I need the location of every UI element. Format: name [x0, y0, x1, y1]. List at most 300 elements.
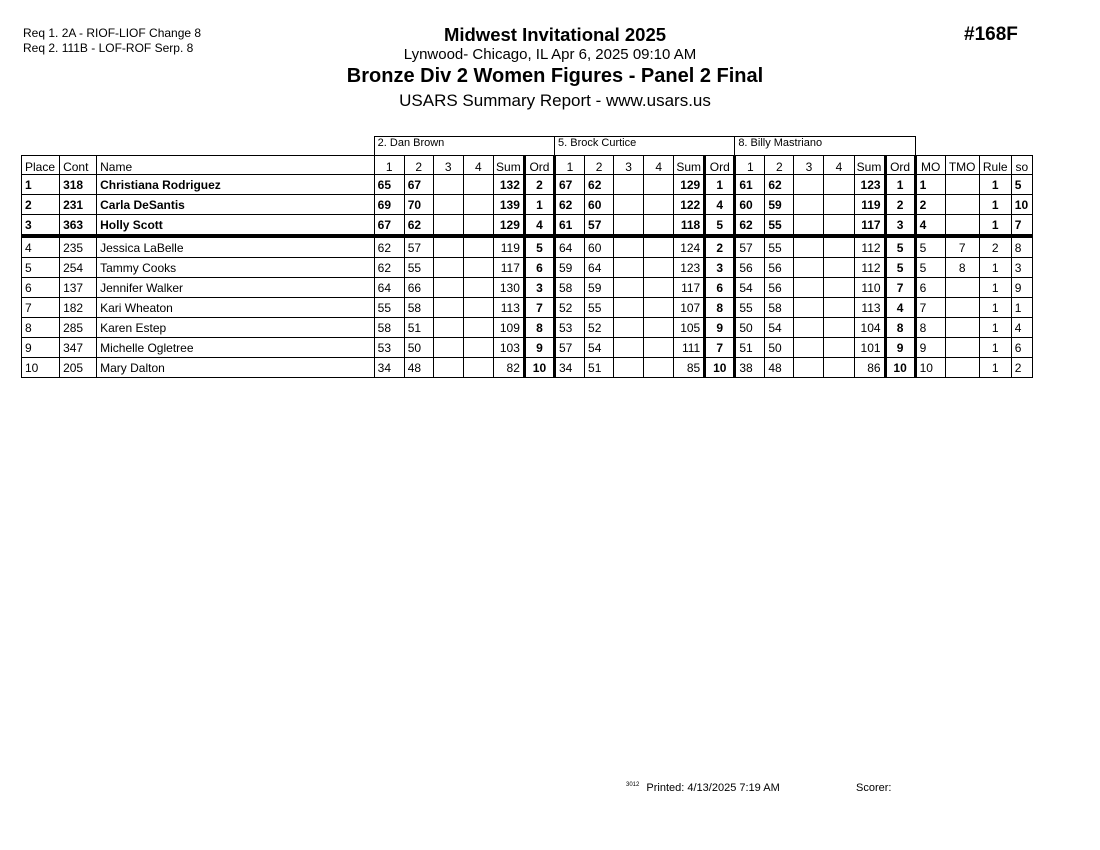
judge2-ordinal: 10 [705, 358, 735, 378]
judge1-score: 62 [404, 215, 433, 237]
contestant-number: 235 [60, 236, 97, 258]
judge3-sum: 110 [854, 278, 885, 298]
judge3-score [824, 236, 854, 258]
judge2-sum: 105 [674, 318, 705, 338]
judge1-score: 51 [404, 318, 433, 338]
judge2-score [644, 215, 674, 237]
judge3-sum: 123 [854, 175, 885, 195]
judge3-score [824, 338, 854, 358]
mo-cell: 9 [915, 338, 945, 358]
print-code: 3012 [626, 782, 640, 788]
judge2-ordinal: 9 [705, 318, 735, 338]
judge2-score: 61 [555, 215, 585, 237]
judge1-sum: 139 [493, 195, 524, 215]
judge2-score: 57 [555, 338, 585, 358]
place-cell: 1 [22, 175, 60, 195]
mo-cell: 1 [915, 175, 945, 195]
tmo-cell [945, 215, 979, 237]
col-judge1-header: 3 [433, 156, 463, 175]
contestant-number: 363 [60, 215, 97, 237]
result-row [22, 298, 1033, 318]
tmo-cell: 7 [945, 236, 979, 258]
so-cell: 10 [1011, 195, 1032, 215]
rule-cell: 2 [979, 236, 1011, 258]
judge3-score: 61 [735, 175, 765, 195]
col-place-header: Place [22, 156, 60, 175]
judge3-score: 51 [735, 338, 765, 358]
judge1-score: 67 [374, 215, 404, 237]
so-cell: 8 [1011, 236, 1032, 258]
result-row [22, 278, 1033, 298]
contestant-number: 205 [60, 358, 97, 378]
so-cell: 2 [1011, 358, 1032, 378]
judge1-score [433, 195, 463, 215]
judge3-score: 59 [765, 195, 794, 215]
judge2-ordinal: 5 [705, 215, 735, 237]
result-row [22, 236, 1033, 258]
skater-name: Christiana Rodriguez [97, 175, 375, 195]
judge3-score: 56 [765, 278, 794, 298]
judge1-score [463, 338, 493, 358]
judge3-score: 62 [735, 215, 765, 237]
judge3-ordinal: 9 [885, 338, 915, 358]
skater-name: Mary Dalton [97, 358, 375, 378]
competition-title: Midwest Invitational 2025 [443, 24, 667, 45]
rule-cell: 1 [979, 258, 1011, 278]
place-cell: 5 [22, 258, 60, 278]
judge1-ordinal: 5 [524, 236, 554, 258]
judge1-ordinal: 8 [524, 318, 554, 338]
judge3-score [794, 338, 824, 358]
result-row [22, 215, 1033, 237]
col-judge1-header: Sum [493, 156, 524, 175]
rule-cell: 1 [979, 358, 1011, 378]
judge1-sum: 103 [493, 338, 524, 358]
tmo-cell: 8 [945, 258, 979, 278]
report-subtitle: USARS Summary Report - www.usars.us [399, 91, 711, 110]
judge1-score [433, 236, 463, 258]
judge3-score [794, 298, 824, 318]
judge2-sum: 117 [674, 278, 705, 298]
judge3-score [794, 278, 824, 298]
judge2-score: 52 [555, 298, 585, 318]
judge2-ordinal: 4 [705, 195, 735, 215]
col-judge3-header: 3 [794, 156, 824, 175]
result-row [22, 175, 1033, 195]
result-row [22, 258, 1033, 278]
judge3-sum: 113 [854, 298, 885, 318]
judge3-score [794, 175, 824, 195]
mo-cell: 7 [915, 298, 945, 318]
judge2-score [614, 195, 644, 215]
judge3-sum: 112 [854, 258, 885, 278]
judge2-score [614, 175, 644, 195]
column-header-row [22, 156, 1033, 175]
judge1-score [433, 338, 463, 358]
tmo-cell [945, 298, 979, 318]
judge2-score [644, 175, 674, 195]
judge1-score [433, 215, 463, 237]
judge2-score: 58 [555, 278, 585, 298]
judge1-sum: 117 [493, 258, 524, 278]
judge2-score [644, 318, 674, 338]
scorer-label: Scorer: [856, 782, 892, 794]
judge2-score: 52 [585, 318, 614, 338]
judge1-score: 70 [404, 195, 433, 215]
judge3-score [794, 258, 824, 278]
judge3-ordinal: 5 [885, 258, 915, 278]
mo-cell: 4 [915, 215, 945, 237]
mo-cell: 5 [915, 258, 945, 278]
judge2-sum: 118 [674, 215, 705, 237]
col-judge2-header: 3 [614, 156, 644, 175]
judge3-score [824, 298, 854, 318]
skater-name: Holly Scott [97, 215, 375, 237]
contestant-number: 318 [60, 175, 97, 195]
so-cell: 4 [1011, 318, 1032, 338]
skater-name: Jennifer Walker [97, 278, 375, 298]
judge3-ordinal: 8 [885, 318, 915, 338]
judge3-sum: 104 [854, 318, 885, 338]
judge1-score [433, 258, 463, 278]
contestant-number: 285 [60, 318, 97, 338]
judge3-ordinal: 5 [885, 236, 915, 258]
judge1-score: 62 [374, 258, 404, 278]
judge1-sum: 113 [493, 298, 524, 318]
judge3-ordinal: 4 [885, 298, 915, 318]
col-judge2-header: 2 [585, 156, 614, 175]
place-cell: 9 [22, 338, 60, 358]
judge2-score [644, 298, 674, 318]
col-judge2-header: 1 [555, 156, 585, 175]
judge1-score: 57 [404, 236, 433, 258]
judge3-score [824, 318, 854, 338]
judge1-score: 48 [404, 358, 433, 378]
judge1-score: 50 [404, 338, 433, 358]
judge2-score [644, 338, 674, 358]
judge3-score: 38 [735, 358, 765, 378]
col-name-header: Name [97, 156, 375, 175]
tmo-cell [945, 338, 979, 358]
place-cell: 7 [22, 298, 60, 318]
judge3-score: 50 [735, 318, 765, 338]
place-cell: 2 [22, 195, 60, 215]
judge2-score [644, 258, 674, 278]
judge1-score: 64 [374, 278, 404, 298]
judge2-score [614, 298, 644, 318]
so-cell: 9 [1011, 278, 1032, 298]
judge2-score [614, 258, 644, 278]
judge2-score: 60 [585, 236, 614, 258]
judge1-ordinal: 4 [524, 215, 554, 237]
judge1-score [463, 175, 493, 195]
judge1-score [433, 358, 463, 378]
judge1-sum: 119 [493, 236, 524, 258]
judge3-score: 56 [735, 258, 765, 278]
judge1-score: 58 [404, 298, 433, 318]
rule-cell: 1 [979, 195, 1011, 215]
judge1-score: 69 [374, 195, 404, 215]
judge2-score: 59 [585, 278, 614, 298]
skater-name: Karen Estep [97, 318, 375, 338]
col-so-header: so [1011, 156, 1032, 175]
judge2-score [614, 236, 644, 258]
judge2-score: 51 [585, 358, 614, 378]
mo-cell: 10 [915, 358, 945, 378]
judge2-score [644, 236, 674, 258]
judge2-score: 53 [555, 318, 585, 338]
judge1-ordinal: 7 [524, 298, 554, 318]
place-cell: 4 [22, 236, 60, 258]
col-judge2-header: Sum [674, 156, 705, 175]
contestant-number: 347 [60, 338, 97, 358]
judge2-ordinal: 6 [705, 278, 735, 298]
judge3-ordinal: 10 [885, 358, 915, 378]
col-judge2-header: 4 [644, 156, 674, 175]
result-row [22, 338, 1033, 358]
judge1-sum: 129 [493, 215, 524, 237]
col-judge3-header: 2 [765, 156, 794, 175]
judge1-score: 65 [374, 175, 404, 195]
tmo-cell [945, 278, 979, 298]
judge2-score [614, 338, 644, 358]
judge2-sum: 107 [674, 298, 705, 318]
judge1-ordinal: 9 [524, 338, 554, 358]
so-cell: 6 [1011, 338, 1032, 358]
event-number: #168F [964, 24, 1018, 45]
judge1-score: 66 [404, 278, 433, 298]
judge-1-name: 2. Dan Brown [374, 137, 554, 156]
judge3-sum: 112 [854, 236, 885, 258]
col-judge3-header: Sum [854, 156, 885, 175]
skater-name: Michelle Ogletree [97, 338, 375, 358]
judge2-score: 55 [585, 298, 614, 318]
judge1-score [463, 236, 493, 258]
judge2-score: 62 [555, 195, 585, 215]
judge3-score: 56 [765, 258, 794, 278]
print-info [626, 782, 780, 794]
judge3-ordinal: 1 [885, 175, 915, 195]
judge1-score: 53 [374, 338, 404, 358]
mo-cell: 5 [915, 236, 945, 258]
mo-cell: 6 [915, 278, 945, 298]
judge2-ordinal: 8 [705, 298, 735, 318]
event-title: Bronze Div 2 Women Figures - Panel 2 Final [346, 65, 764, 87]
judge1-score: 34 [374, 358, 404, 378]
judge3-score: 55 [765, 236, 794, 258]
judge2-score: 64 [585, 258, 614, 278]
col-mo-header: MO [915, 156, 945, 175]
judge1-score [433, 298, 463, 318]
judge1-score: 62 [374, 236, 404, 258]
judge1-score: 55 [374, 298, 404, 318]
judge1-sum: 82 [493, 358, 524, 378]
judge2-sum: 124 [674, 236, 705, 258]
judge2-ordinal: 7 [705, 338, 735, 358]
judge3-score [824, 175, 854, 195]
judge3-score [794, 358, 824, 378]
judge3-score [824, 278, 854, 298]
place-cell: 3 [22, 215, 60, 237]
judge2-score: 34 [555, 358, 585, 378]
rule-cell: 1 [979, 278, 1011, 298]
judge-2-name: 5. Brock Curtice [555, 137, 735, 156]
judge-3-name: 8. Billy Mastriano [735, 137, 915, 156]
judge2-score: 59 [555, 258, 585, 278]
result-row [22, 195, 1033, 215]
col-judge1-header: 4 [463, 156, 493, 175]
judge3-score: 55 [735, 298, 765, 318]
judge1-score: 55 [404, 258, 433, 278]
judge3-score: 54 [735, 278, 765, 298]
judge1-score: 58 [374, 318, 404, 338]
col-judge3-header: Ord [885, 156, 915, 175]
judge2-score [614, 278, 644, 298]
col-cont-header: Cont [60, 156, 97, 175]
judge2-score: 62 [585, 175, 614, 195]
judge1-score: 67 [404, 175, 433, 195]
judge1-score [463, 195, 493, 215]
judge2-ordinal: 2 [705, 236, 735, 258]
rule-cell: 1 [979, 175, 1011, 195]
judge3-score: 58 [765, 298, 794, 318]
judge3-score [794, 195, 824, 215]
judge2-score [644, 195, 674, 215]
judge3-score [794, 236, 824, 258]
judge1-ordinal: 6 [524, 258, 554, 278]
judge3-score [794, 318, 824, 338]
judge2-ordinal: 1 [705, 175, 735, 195]
judge1-ordinal: 1 [524, 195, 554, 215]
place-cell: 6 [22, 278, 60, 298]
judge1-score [463, 318, 493, 338]
col-judge1-header: 2 [404, 156, 433, 175]
judge3-score: 48 [765, 358, 794, 378]
col-judge1-header: Ord [524, 156, 554, 175]
so-cell: 3 [1011, 258, 1032, 278]
judge3-sum: 117 [854, 215, 885, 237]
judge1-score [433, 278, 463, 298]
tmo-cell [945, 195, 979, 215]
judge3-score: 50 [765, 338, 794, 358]
judge2-score [614, 215, 644, 237]
judge1-score [433, 175, 463, 195]
judge2-score: 60 [585, 195, 614, 215]
judge1-sum: 130 [493, 278, 524, 298]
judge3-score [824, 358, 854, 378]
contestant-number: 231 [60, 195, 97, 215]
judge1-score [463, 215, 493, 237]
judge3-sum: 119 [854, 195, 885, 215]
judge3-sum: 101 [854, 338, 885, 358]
rule-cell: 1 [979, 338, 1011, 358]
skater-name: Jessica LaBelle [97, 236, 375, 258]
judge2-score [644, 278, 674, 298]
judge3-score [824, 195, 854, 215]
rule-cell: 1 [979, 298, 1011, 318]
col-judge3-header: 1 [735, 156, 765, 175]
judge2-score [614, 318, 644, 338]
so-cell: 7 [1011, 215, 1032, 237]
judge3-ordinal: 3 [885, 215, 915, 237]
result-row [22, 358, 1033, 378]
mo-cell: 8 [915, 318, 945, 338]
rule-cell: 1 [979, 215, 1011, 237]
rule-cell: 1 [979, 318, 1011, 338]
skater-name: Tammy Cooks [97, 258, 375, 278]
requirement-2: Req 2. 111B - LOF-ROF Serp. 8 [23, 41, 194, 55]
skater-name: Kari Wheaton [97, 298, 375, 318]
judge1-sum: 109 [493, 318, 524, 338]
judge3-score: 55 [765, 215, 794, 237]
judge1-score [463, 298, 493, 318]
result-row [22, 318, 1033, 338]
so-cell: 1 [1011, 298, 1032, 318]
judge3-score: 62 [765, 175, 794, 195]
judge3-score [824, 215, 854, 237]
mo-cell: 2 [915, 195, 945, 215]
tmo-cell [945, 358, 979, 378]
judge1-sum: 132 [493, 175, 524, 195]
contestant-number: 137 [60, 278, 97, 298]
judge3-ordinal: 7 [885, 278, 915, 298]
so-cell: 5 [1011, 175, 1032, 195]
judge3-sum: 86 [854, 358, 885, 378]
judge2-ordinal: 3 [705, 258, 735, 278]
judge2-sum: 111 [674, 338, 705, 358]
col-judge3-header: 4 [824, 156, 854, 175]
judge1-score [433, 318, 463, 338]
judge1-ordinal: 2 [524, 175, 554, 195]
judge2-score: 54 [585, 338, 614, 358]
judge3-score [824, 258, 854, 278]
judge2-score [614, 358, 644, 378]
skater-name: Carla DeSantis [97, 195, 375, 215]
judge1-score [463, 278, 493, 298]
judge3-score [794, 215, 824, 237]
requirement-1: Req 1. 2A - RIOF-LIOF Change 8 [23, 26, 202, 40]
judge1-ordinal: 3 [524, 278, 554, 298]
judge3-score: 54 [765, 318, 794, 338]
place-cell: 8 [22, 318, 60, 338]
judge2-score: 57 [585, 215, 614, 237]
col-judge2-header: Ord [705, 156, 735, 175]
judge2-sum: 85 [674, 358, 705, 378]
tmo-cell [945, 318, 979, 338]
judge2-score [644, 358, 674, 378]
judge3-score: 57 [735, 236, 765, 258]
col-tmo-header: TMO [945, 156, 979, 175]
judge1-ordinal: 10 [524, 358, 554, 378]
judge2-score: 64 [555, 236, 585, 258]
judge-header-row [22, 137, 1033, 156]
location-date: Lynwood- Chicago, IL Apr 6, 2025 09:10 AM [403, 46, 697, 63]
judge2-sum: 122 [674, 195, 705, 215]
contestant-number: 254 [60, 258, 97, 278]
judge3-ordinal: 2 [885, 195, 915, 215]
judge1-score [463, 358, 493, 378]
tmo-cell [945, 175, 979, 195]
results-table [21, 136, 1033, 378]
judge2-sum: 129 [674, 175, 705, 195]
col-judge1-header: 1 [374, 156, 404, 175]
judge2-sum: 123 [674, 258, 705, 278]
col-rule-header: Rule [979, 156, 1011, 175]
judge1-score [463, 258, 493, 278]
place-cell: 10 [22, 358, 60, 378]
printed-date: Printed: 4/13/2025 7:19 AM [646, 782, 780, 794]
judge2-score: 67 [555, 175, 585, 195]
